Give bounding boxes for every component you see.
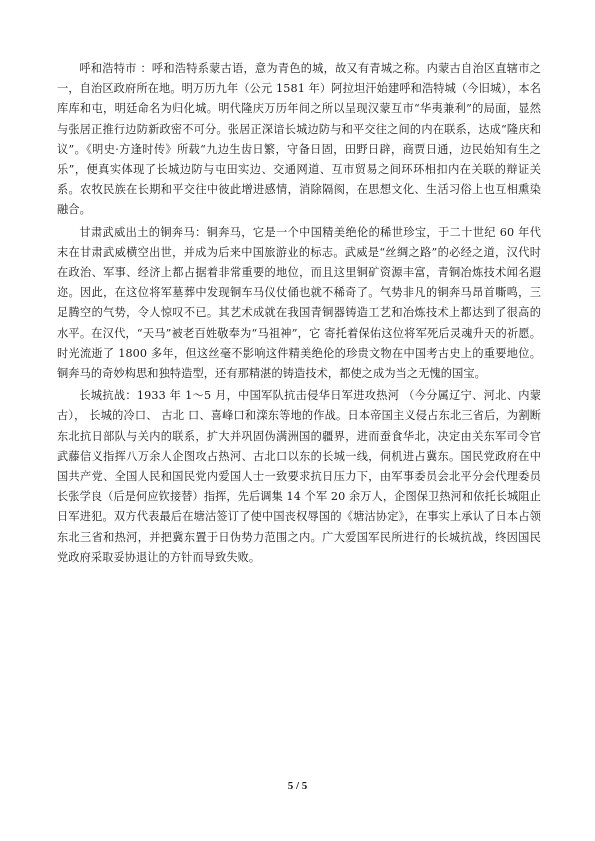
paragraph-great-wall-resistance: 长城抗战：1933 年 1～5 月，中国军队抗击侵华日军进攻热河 （今分属辽宁、河北、内蒙古）， 长城的冷口、 古北 口、喜峰口和滦东等地的作战。日本帝国主义侵占东北三省后，为割断东北抗日部队与关内的联系，扩大并巩固伪满洲国的疆界，进而蚕食华北，决定由关东军司令官武藤信义指挥八万余人企图攻占热河、古北口以东的长城一线，伺机进占冀东。国民党政府在中国共产党、全国人民和国民党内爱国人士一致要求抗日压力下，由军事委员会北平分会代理委员长张学良（后是何应钦接替）指挥，先后调集 14 个军 20 余万人，企图保卫热河和依托长城阻止日军进犯。双方代表最后在塘沽签订了使中国丧权辱国的《塘沽协定》，在事实上承认了日本占领东北三省和热河，并把冀东置于日伪势力范围之内。广大爱国军民所进行的长城抗战，终因国民党政府采取妥协退让的方针而导致失败。: [57, 389, 541, 564]
document-body: [57, 59, 541, 570]
page-number: 5 / 5: [287, 780, 308, 792]
paragraph-hohhot: 呼和浩特市 ：呼和浩特系蒙古语，意为青色的城，故又有青城之称。内蒙古自治区直辖市之一，自治区政府所在地。明万历九年（公元 1581 年）阿拉坦汗始建呼和浩特城（今旧城），本名库库和屯，明廷命名为归化城。明代隆庆万历年间之所以呈现汉蒙互市“华夷兼利”的局面，显然与张居正推行边防新政密不可分。张居正深谙长城边防与和平交往之间的内在联系，达成“隆庆和议”。《明史·方逢时传》所载“九边生齿日繁，守备日固，田野日辟，商贾日通，边民始知有生之乐”，便真实体现了长城边防与屯田实边、交通网道、互市贸易之间环环相扣内在关联的辩证关系。农牧民族在长期和平交往中彼此增进感情，消除隔阂，在思想文化、生活习俗上也互相熏染融合。: [57, 62, 541, 217]
paragraph-bronze-galloping-horse: 甘肃武威出土的铜奔马：铜奔马，它是一个中国精美绝伦的稀世珍宝，于二十世纪 60 年代末在甘肃武威横空出世，并成为后来中国旅游业的标志。武威是“丝绸之路”的必经之道，汉代时在政治、军事、经济上都占据着非常重要的地位，而且这里铜矿资源丰富，青铜冶炼技术闻名遐迩。因此，在这位将军墓葬中发现铜车马仪仗俑也就不稀奇了。气势非凡的铜奔马昂首嘶鸣，三足腾空的气势，令人惊叹不已。其艺术成就在我国青铜器铸造工艺和冶炼技术上都达到了很高的水平。在汉代，“天马”被老百姓敬奉为“马祖神”，它 寄托着保佑这位将军死后灵魂升天的祈愿。时光流逝了 1800 多年，但这丝毫不影响这件精美绝伦的珍贵文物在中国考古史上的重要地位。铜奔马的奇妙构思和独特造型，还有那精湛的铸造技术，都使之成为当之无愧的国宝。: [57, 225, 541, 381]
